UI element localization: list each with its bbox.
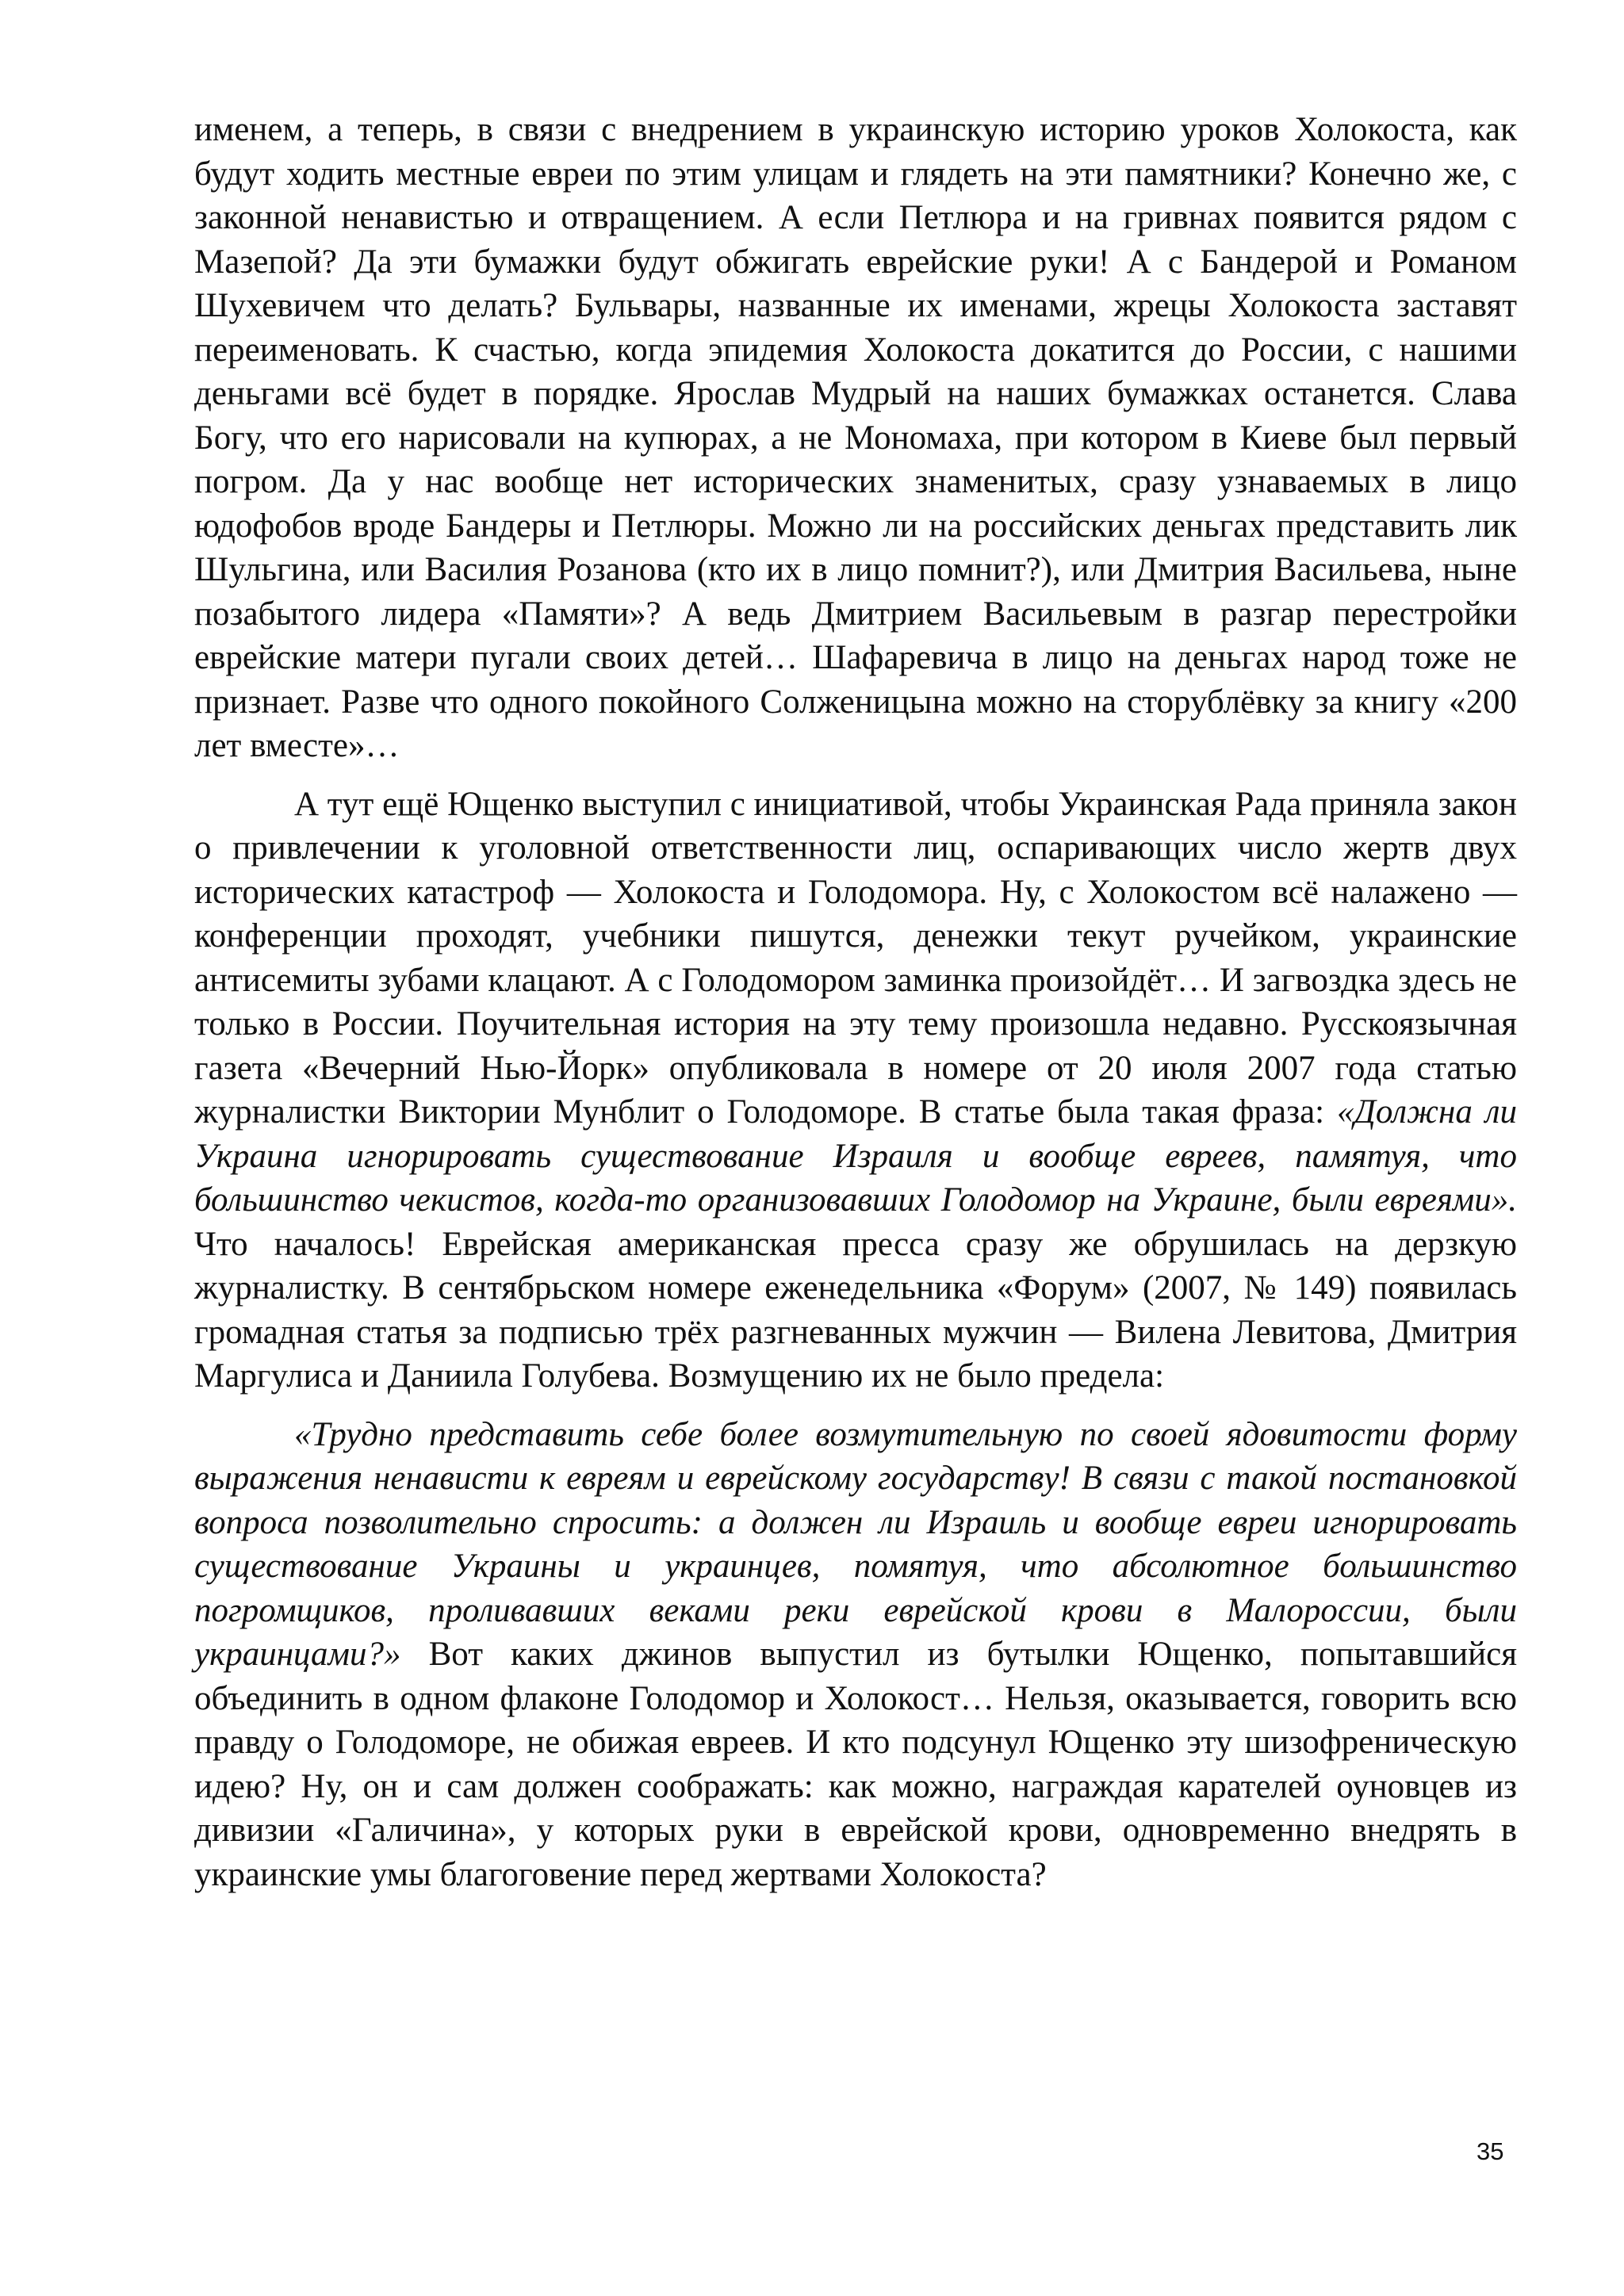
paragraph-3-text: Вот каких джинов выпустил из бутылки Ющенко, попытавшийся объединить в одном флаконе Голодомор и Холокост… Нельзя, оказывается, говорить всю правду о Голодоморе, не обижая евреев. И кто подсунул Ющенко эту шизофреническую идею? Ну, он и сам должен соображать: как можно, награждая карателей оуновцев из дивизии «Галичина», у которых руки в еврейской крови, одновременно внедрять в украинские умы благоговение перед жертвами Холокоста?: [194, 1636, 1517, 1893]
paragraph-3-quote: «Трудно представить себе более возмутительную по своей ядовитости форму выражения ненависти к евреям и еврейскому государству! В связи с такой постановкой вопроса позволительно спросить: а должен ли Израиль и вообще евреи игнорировать существование Украины и украинцев, помятуя, что абсолютное большинство погромщиков, проливавших веками реки еврейской крови в Малороссии, были украинцами?»: [194, 1415, 1517, 1673]
paragraph-1-text: именем, а теперь, в связи с внедрением в украинскую историю уроков Холокоста, как будут ходить местные евреи по этим улицам и глядеть на эти памятники? Конечно же, с законной ненавистью и отвращением. А если Петлюра и на гривнах появится рядом с Мазепой? Да эти бумажки будут обжигать еврейские руки! А с Бандерой и Романом Шухевичем что делать? Бульвары, названные их именами, жрецы Холокоста заставят переименовать. К счастью, когда эпидемия Холокоста докатится до России, с нашими деньгами всё будет в порядке. Ярослав Мудрый на наших бумажках останется. Слава Богу, что его нарисовали на купюрах, а не Мономаха, при котором в Киеве был первый погром. Да у нас вообще нет исторических знаменитых, сразу узнаваемых в лицо юдофобов вроде Бандеры и Петлюры. Можно ли на российских деньгах представить лик Шульгина, или Василия Розанова (кто их в лицо помнит?), или Дмитрия Васильева, ныне позабытого лидера «Памяти»? А ведь Дмитрием Васильевым в разгар перестройки еврейские матери пугали своих детей… Шафаревича в лицо на деньгах народ тоже не признает. Разве что одного покойного Солженицына можно на сторублёвку за книгу «200 лет вместе»…: [194, 111, 1517, 764]
page-number: 35: [1477, 2137, 1504, 2165]
paragraph-3: [194, 1413, 1517, 1897]
document-body: [194, 108, 1517, 1896]
paragraph-2: [194, 783, 1517, 1399]
paragraph-2-quote: «Должна ли Украина игнорировать существование Израиля и вообще евреев, памятуя, что большинство чекистов, когда-то организовавших Голодомор на Украине, были евреями».: [194, 1093, 1517, 1219]
paragraph-1: [194, 108, 1517, 768]
paragraph-2-text-end: Что началось! Еврейская американская пресса сразу же обрушилась на дерзкую журналистку. В сентябрьском номере еженедельника «Форум» (2007, № 149) появилась громадная статья за подписью трёх разгневанных мужчин — Вилена Левитова, Дмитрия Маргулиса и Даниила Голубева. Возмущению их не было предела:: [194, 1225, 1517, 1395]
paragraph-2-text-start: А тут ещё Ющенко выступил с инициативой, чтобы Украинская Рада приняла закон о привлечении к уголовной ответственности лиц, оспаривающих число жертв двух исторических катастроф — Холокоста и Голодомора. Ну, с Холокостом всё налажено — конференции проходят, учебники пишутся, денежки текут ручейком, украинские антисемиты зубами клацают. А с Голодомором заминка произойдёт… И загвоздка здесь не только в России. Поучительная история на эту тему произошла недавно. Русскоязычная газета «Вечерний Нью-Йорк» опубликовала в номере от 20 июля 2007 года статью журналистки Виктории Мунблит о Голодоморе. В статье была такая фраза:: [194, 785, 1517, 1131]
